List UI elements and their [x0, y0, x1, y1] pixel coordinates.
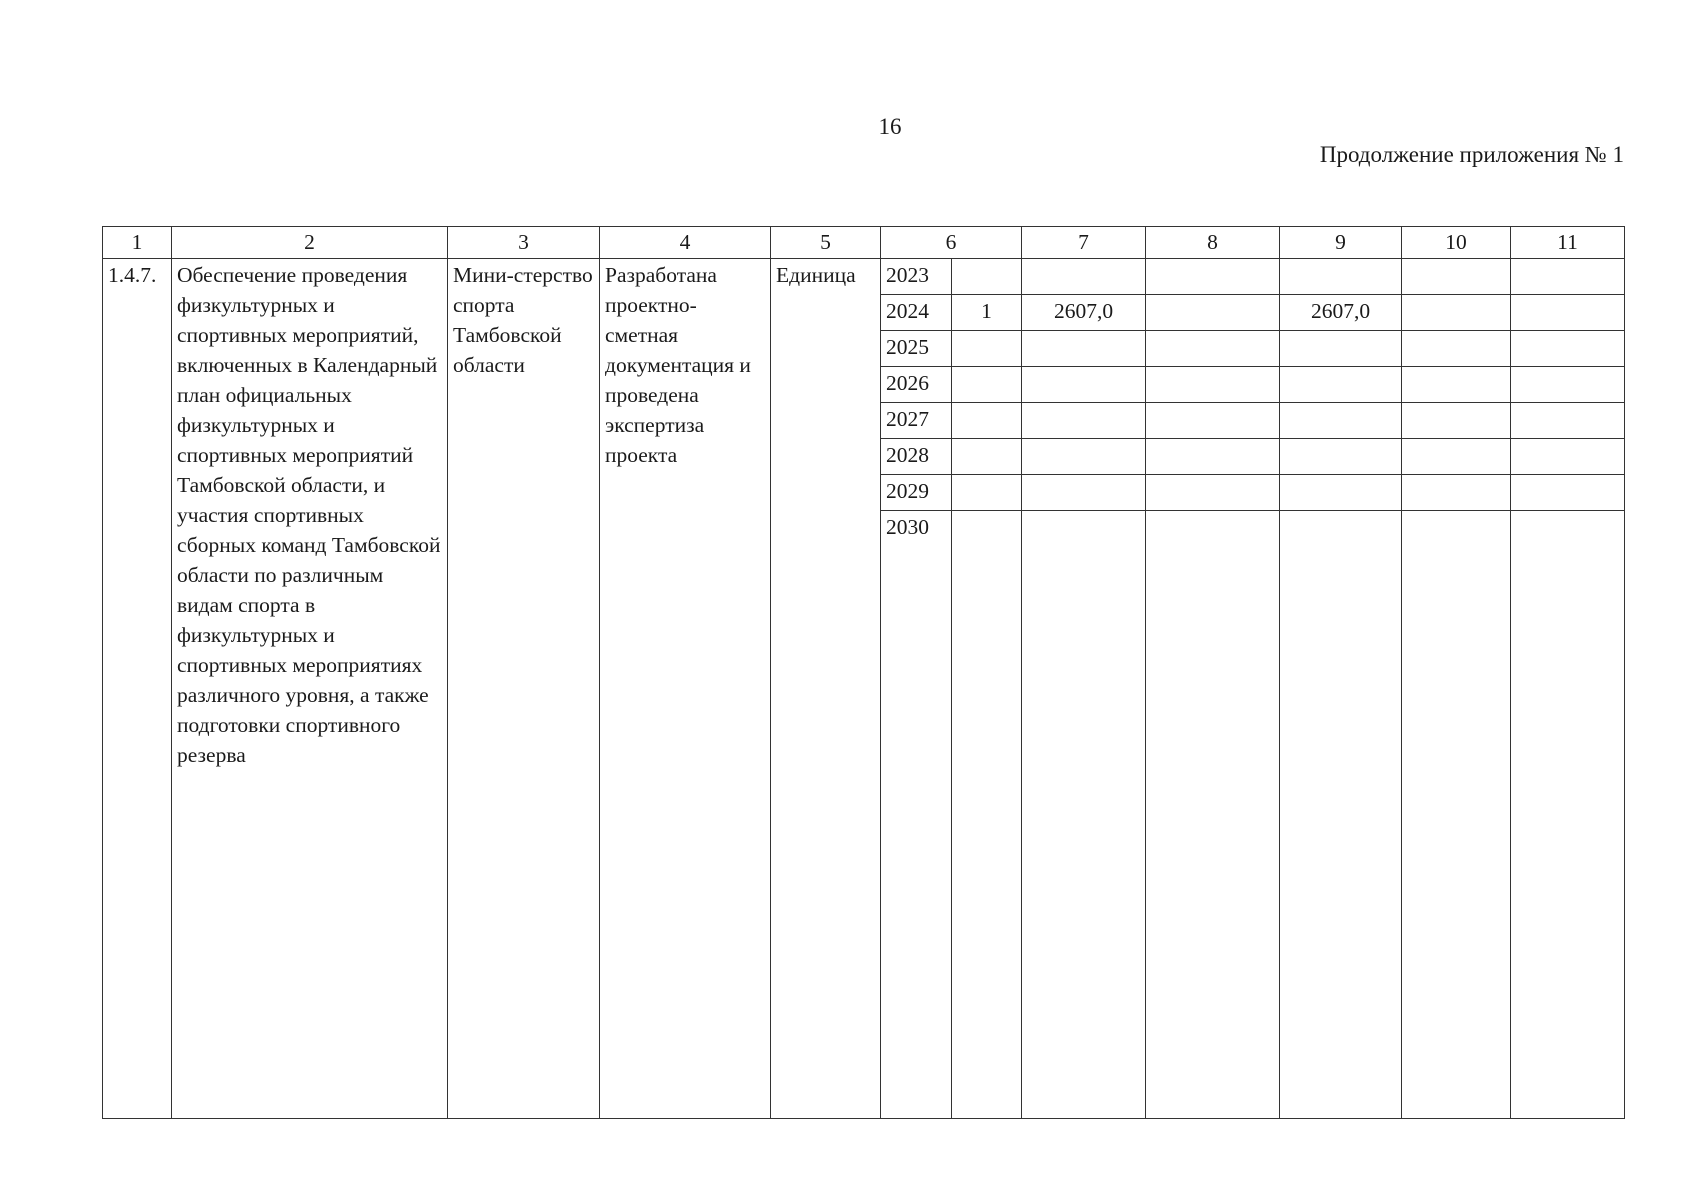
column-header-6: 6 [881, 227, 1022, 259]
col9-value [1280, 367, 1402, 403]
row-result: Разработана проектно-сметная документация и проведена экспертиза проекта [600, 259, 771, 1119]
row-unit: Единица [771, 259, 881, 1119]
col8-value [1146, 475, 1280, 511]
year-cell: 2024 [881, 295, 952, 331]
row-description: Обеспечение проведения физкультурных и спортивных мероприятий, включенных в Календарный план официальных физкультурных и спортивных мероприятий Тамбовской области, и участия спортивных сборных команд Тамбовской области по различным видам спорта в физкультурных и спортивных мероприятиях различного уровня, а также подготовки спортивного резерва [172, 259, 448, 1119]
year-cell: 2025 [881, 331, 952, 367]
column-header-5: 5 [771, 227, 881, 259]
col11-value [1511, 475, 1625, 511]
col7-value [1022, 367, 1146, 403]
column-header-11: 11 [1511, 227, 1625, 259]
col9-value [1280, 439, 1402, 475]
col11-value [1511, 331, 1625, 367]
col8-value [1146, 331, 1280, 367]
col10-value [1402, 295, 1511, 331]
col8-value [1146, 367, 1280, 403]
col10-value [1402, 511, 1511, 1119]
col11-value [1511, 295, 1625, 331]
col11-value [1511, 367, 1625, 403]
col8-value [1146, 259, 1280, 295]
col8-value [1146, 295, 1280, 331]
year-cell: 2028 [881, 439, 952, 475]
col7-value: 2607,0 [1022, 295, 1146, 331]
column-header-3: 3 [448, 227, 600, 259]
column-header-8: 8 [1146, 227, 1280, 259]
column-header-7: 7 [1022, 227, 1146, 259]
col10-value [1402, 403, 1511, 439]
appendix-continuation-label: Продолжение приложения № 1 [1319, 142, 1624, 167]
col7-value [1022, 403, 1146, 439]
col11-value [1511, 403, 1625, 439]
col7-value [1022, 475, 1146, 511]
col10-value [1402, 439, 1511, 475]
col9-value [1280, 259, 1402, 295]
column-header-1: 1 [103, 227, 172, 259]
col11-value [1511, 259, 1625, 295]
indicator-value [952, 439, 1022, 475]
col8-value [1146, 511, 1280, 1119]
program-table [102, 226, 1625, 1119]
year-cell: 2030 [881, 511, 952, 1119]
col11-value [1511, 511, 1625, 1119]
col8-value [1146, 403, 1280, 439]
year-cell: 2026 [881, 367, 952, 403]
year-cell: 2023 [881, 259, 952, 295]
indicator-value [952, 367, 1022, 403]
col9-value [1280, 403, 1402, 439]
indicator-value [952, 403, 1022, 439]
col8-value [1146, 439, 1280, 475]
year-cell: 2027 [881, 403, 952, 439]
col7-value [1022, 439, 1146, 475]
col7-value [1022, 331, 1146, 367]
column-header-2: 2 [172, 227, 448, 259]
indicator-value [952, 259, 1022, 295]
row-executor: Мини-стерство спорта Тамбовской области [448, 259, 600, 1119]
col10-value [1402, 367, 1511, 403]
col11-value [1511, 439, 1625, 475]
col10-value [1402, 331, 1511, 367]
indicator-value: 1 [952, 295, 1022, 331]
indicator-value [952, 331, 1022, 367]
indicator-value [952, 475, 1022, 511]
table-header-row [103, 227, 1625, 259]
col9-value: 2607,0 [1280, 295, 1402, 331]
col9-value [1280, 331, 1402, 367]
col9-value [1280, 511, 1402, 1119]
row-code: 1.4.7. [103, 259, 172, 1119]
column-header-10: 10 [1402, 227, 1511, 259]
col10-value [1402, 475, 1511, 511]
table-row [103, 259, 1625, 295]
page-number: 16 [878, 114, 902, 139]
column-header-9: 9 [1280, 227, 1402, 259]
indicator-value [952, 511, 1022, 1119]
column-header-4: 4 [600, 227, 771, 259]
col9-value [1280, 475, 1402, 511]
col10-value [1402, 259, 1511, 295]
year-cell: 2029 [881, 475, 952, 511]
col7-value [1022, 259, 1146, 295]
col7-value [1022, 511, 1146, 1119]
